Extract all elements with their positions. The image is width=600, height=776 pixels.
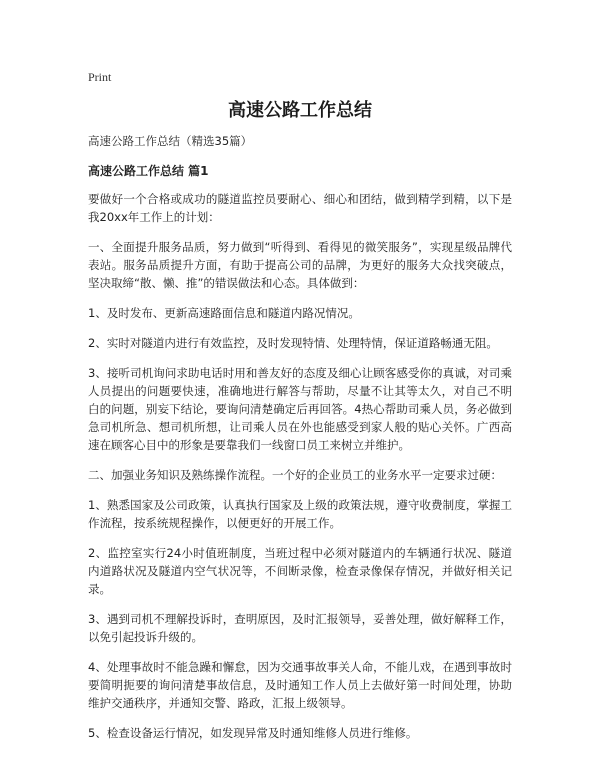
- paragraph-item: 1、及时发布、更新高速路面信息和隧道内路况情况。: [88, 306, 360, 320]
- paragraph-item: 3、接听司机询问求助电话时用和善友好的态度及细心让顾客感受你的真诚，对司乘人员提出的问题要快速，准确地进行解答与帮助，尽量不让其等太久，对自己不明白的问题，别妄下结论，要询问清楚确定后再回答。4热心帮助司乘人员，务必做到急司机所急、想司机所想，让司乘人员在外也能感受到家人般的贴心关怀。广西高速在顾客心目中的形象是要靠我们一线窗口员工来树立并维护。: [88, 366, 512, 452]
- document-subtitle: 高速公路工作总结（精选35篇）: [88, 134, 253, 148]
- paragraph-part-two: 二、加强业务知识及熟练操作流程。一个好的企业员工的业务水平一定要求过硬：: [88, 468, 502, 482]
- document-title: 高速公路工作总结: [228, 100, 372, 121]
- paragraph-intro: 要做好一个合格或成功的隧道监控员要耐心、细心和团结，做到精学到精，以下是我20xx年工作上的计划：: [88, 192, 512, 224]
- paragraph-item: 2、实时对隧道内进行有效监控，及时发现特情、处理特情，保证道路畅通无阻。: [88, 336, 498, 350]
- paragraph-part-one: 一、全面提升服务品质，努力做到“听得到、看得见的微笑服务”，实现星级品牌代表站。服务品质提升方面，有助于提高公司的品牌，为更好的服务大众找突破点，坚决取缔“散、懒、推”的错误做法和心态。具体做到：: [88, 240, 512, 290]
- paragraph-item: 1、熟悉国家及公司政策，认真执行国家及上级的政策法规，遵守收费制度，掌握工作流程，按系统规程操作，以便更好的开展工作。: [88, 498, 512, 530]
- paragraph-item: 5、检查设备运行情况，如发现异常及时通知维修人员进行维修。: [88, 726, 418, 740]
- paragraph-item: 2、监控室实行24小时值班制度，当班过程中必须对隧道内的车辆通行状况、隧道内道路状况及隧道内空气状况等，不间断录像，检查录像保存情况，并做好相关记录。: [88, 546, 512, 596]
- document-body: [88, 132, 512, 754]
- print-link[interactable]: Print: [88, 70, 112, 84]
- section-heading: 高速公路工作总结 篇1: [88, 164, 209, 178]
- paragraph-item: 4、处理事故时不能急躁和懈怠，因为交通事故事关人命，不能儿戏，在遇到事故时要简明扼要的询问清楚事故信息，及时通知工作人员上去做好第一时间处理，协助维护交通秩序，并通知交警、路政，汇报上级领导。: [88, 660, 512, 710]
- paragraph-item: 3、遇到司机不理解投诉时，查明原因，及时汇报领导，妥善处理，做好解释工作，以免引起投诉升级的。: [88, 612, 512, 644]
